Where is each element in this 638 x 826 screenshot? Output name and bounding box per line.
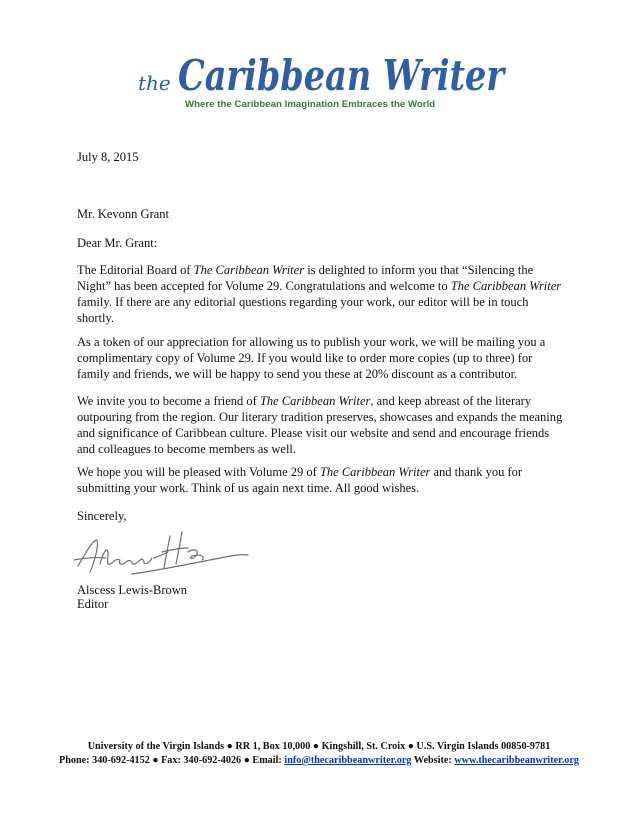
para3-text-b: , and keep abreast of the literary outpouring from the region. Our literary tradition preserves, showcases and expands the meaning and significance of Caribbean culture. Please visit our website and send and encourage friends and colleagues to become members as well. (77, 394, 563, 456)
handwritten-signature (70, 528, 250, 580)
letter-paragraph-4 (77, 464, 567, 496)
para1-text-c: family. If there are any editorial questions regarding your work, our editor will be in touch shortly. (77, 295, 529, 325)
masthead-tagline: Where the Caribbean Imagination Embraces the World (185, 99, 436, 110)
letter-paragraph-1 (77, 262, 567, 326)
letter-paragraph-3 (77, 393, 567, 457)
logo-name: Caribbean Writer (178, 51, 507, 100)
signatory-name: Alscess Lewis-Brown (77, 583, 188, 597)
para1-text-a: The Editorial Board of (77, 263, 194, 277)
footer-address: University of the Virgin Islands ● RR 1, Box 10,000 ● Kingshill, St. Croix ● U.S. Virgin Islands 00850-9781 (87, 741, 551, 752)
letter-date: July 8, 2015 (77, 150, 139, 164)
footer-phone-fax: Phone: 340-692-4152 ● Fax: 340-692-4026 ● Email: (59, 755, 285, 766)
footer-contact (0, 755, 638, 766)
logo-wordmark (138, 50, 508, 100)
signatory-title: Editor (77, 597, 109, 611)
para1-text-b: is delighted to inform you that “Silencing the Night” has been accepted for Volume 29. Congratulations and welcome to (77, 263, 534, 293)
footer-website-label: Website: (411, 755, 455, 766)
para4-journal-title: The Caribbean Writer (319, 465, 431, 479)
letter-salutation: Dear Mr. Grant: (77, 236, 158, 250)
letter-recipient: Mr. Kevonn Grant (77, 207, 169, 221)
logo-the: the (138, 71, 171, 95)
para1-journal-title-2: The Caribbean Writer (450, 279, 562, 293)
letter-paragraph-2: As a token of our appreciation for allowing us to publish your work, we will be mailing you a complimentary copy of Volume 29. If you would like to order more copies (up to three) for family and friends, we will be happy to send you these at 20% discount as a contributor. (77, 335, 546, 381)
para1-journal-title: The Caribbean Writer (193, 263, 305, 277)
para3-text-a: We invite you to become a friend of (77, 394, 260, 408)
para3-journal-title: The Caribbean Writer (259, 394, 371, 408)
para4-text-a: We hope you will be pleased with Volume 29 of (77, 465, 320, 479)
footer-website-link[interactable]: www.thecaribbeanwriter.org (454, 755, 579, 766)
letter-closing: Sincerely, (77, 509, 127, 523)
para4-text-b: and thank you for submitting your work. Think of us again next time. All good wishes. (77, 465, 523, 495)
footer-email-link[interactable]: info@thecaribbeanwriter.org (284, 755, 412, 766)
